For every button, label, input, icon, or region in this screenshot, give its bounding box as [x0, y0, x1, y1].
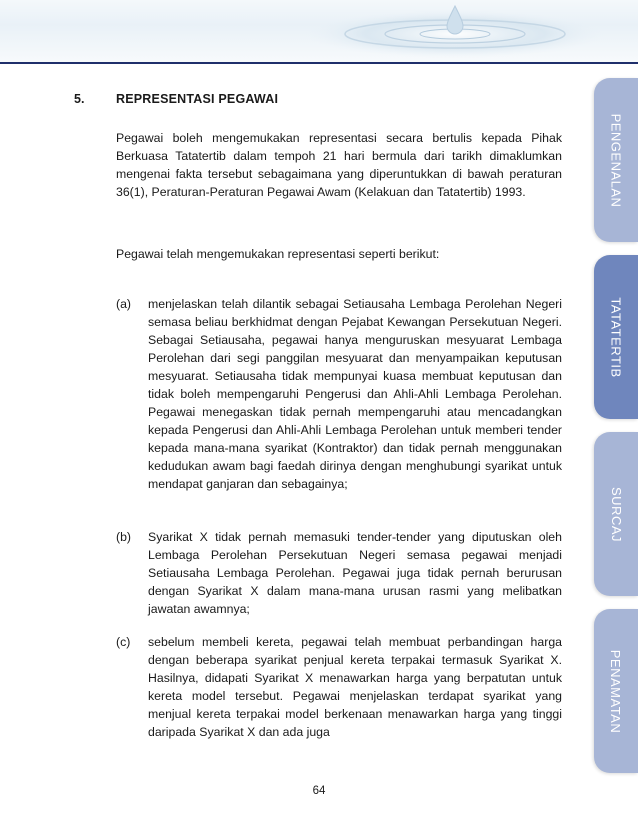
header-banner	[0, 0, 638, 62]
tab-penamatan-label: PENAMATAN	[608, 649, 624, 733]
paragraph-intro: Pegawai boleh mengemukakan representasi secara bertulis kepada Pihak Berkuasa Tatatertib dalam tempoh 21 hari bermula dari tarikh dimaklumkan mengenai fakta tersebut sebagaimana yang diperuntukkan di bawah peraturan 36(1), Peraturan-Peraturan Pegawai Awam (Kelakuan dan Tatatertib) 1993.	[116, 131, 562, 199]
tab-surcaj-label: SURCAJ	[608, 486, 624, 542]
item-a-text: menjelaskan telah dilantik sebagai Setiausaha Lembaga Perolehan Negeri semasa beliau berkhidmat dengan Pejabat Kewangan Persekutuan Negeri. Sebagai Setiausaha, pegawai hanya menguruskan mesyuarat Lembaga Perolehan dari segi panggilan mesyuarat dan menyampaikan keputusan mesyuarat. Setiausaha tidak mempunyai kuasa membuat keputusan dan tidak boleh mempengaruhi Pengerusi dan Ahli-Ahli Lembaga Perolehan. Pegawai menegaskan tidak pernah mempengaruhi atau mencadangkan kepada Pengerusi dan Ahli-Ahli Lembaga Perolehan untuk memberi tender kepada mana-mana syarikat (Kontraktor) dan tidak pernah menggunakan kedudukan awam bagi faedah dirinya dengan menghubungi syarikat untuk mendapat ganjaran dan sebagainya;	[148, 297, 562, 491]
tab-pengenalan-label: PENGENALAN	[608, 113, 624, 207]
page-number: 64	[312, 785, 326, 797]
section-number: 5.	[74, 92, 85, 106]
header-rule	[0, 62, 638, 64]
paragraph-lead: Pegawai telah mengemukakan representasi seperti berikut:	[116, 247, 440, 261]
tab-tatatertib-label: TATATERTIB	[608, 296, 624, 378]
item-a-label: (a)	[116, 297, 132, 311]
tab-pengenalan[interactable]	[594, 78, 638, 242]
item-b-label: (b)	[116, 530, 132, 544]
item-c-label: (c)	[116, 635, 131, 649]
item-b-text: Syarikat X tidak pernah memasuki tender-tender yang diputuskan oleh Lembaga Perolehan Persekutuan Negeri semasa pegawai menjadi Setiausaha Lembaga Perolehan. Pegawai juga tidak pernah berurusan dengan Syarikat X dalam mana-mana urusan rasmi yang melibatkan jawatan awamnya;	[148, 530, 562, 616]
section-title: REPRESENTASI PEGAWAI	[116, 92, 279, 106]
tab-surcaj[interactable]	[594, 432, 638, 596]
tab-penamatan[interactable]	[594, 609, 638, 773]
water-drop-graphic	[0, 0, 638, 62]
tab-tatatertib[interactable]	[594, 255, 638, 419]
item-c-text: sebelum membeli kereta, pegawai telah membuat perbandingan harga dengan beberapa syarikat penjual kereta terpakai termasuk Syarikat X. Hasilnya, didapati Syarikat X menawarkan harga yang berpatutan untuk kereta model tersebut. Pegawai menjelaskan terdapat syarikat yang menjual kereta terpakai model berkenaan menawarkan harga yang tinggi daripada Syarikat X dan ada juga	[148, 635, 562, 739]
